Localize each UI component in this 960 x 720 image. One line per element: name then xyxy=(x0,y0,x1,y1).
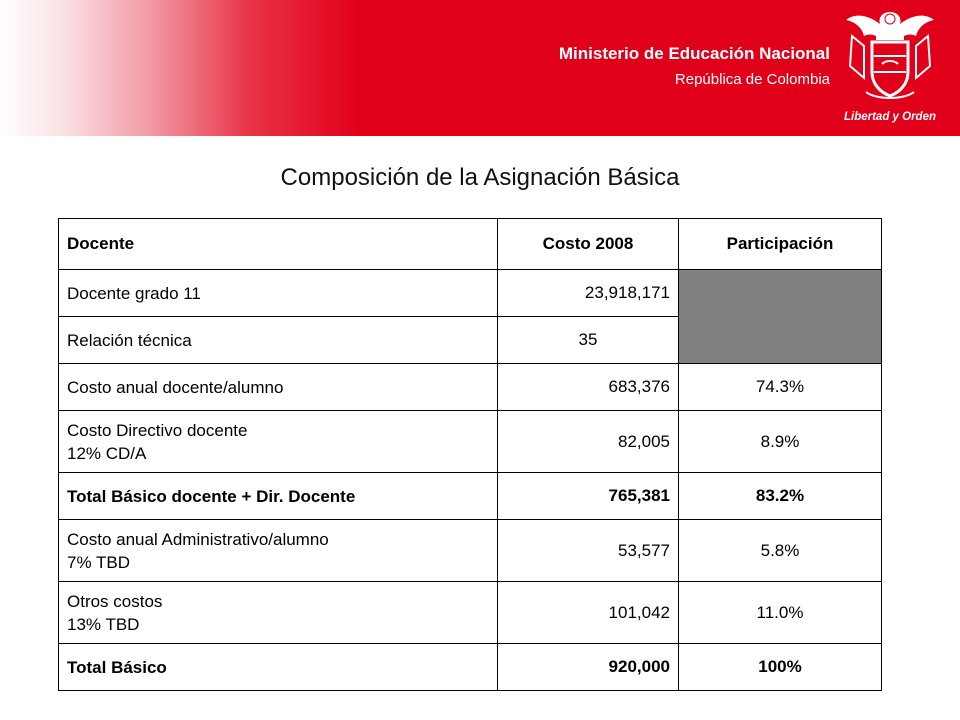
cost-composition-table xyxy=(58,218,882,691)
table-row-subtotal xyxy=(59,473,882,520)
ministry-name: Ministerio de Educación Nacional xyxy=(558,44,830,63)
table-row xyxy=(59,411,882,473)
column-header-docente: Docente xyxy=(59,219,498,270)
row-label xyxy=(59,520,498,582)
row-label xyxy=(59,411,498,473)
row-cost: 101,042 xyxy=(498,582,679,644)
table-row xyxy=(59,582,882,644)
header-banner xyxy=(0,0,960,136)
row-label-line: Otros costos xyxy=(67,591,163,611)
row-share: 11.0% xyxy=(679,582,882,644)
coat-of-arms-logo xyxy=(842,6,938,130)
row-label-line: 7% TBD xyxy=(67,552,130,572)
merged-empty-cell xyxy=(679,270,882,364)
row-share: 5.8% xyxy=(679,520,882,582)
row-label-line: 12% CD/A xyxy=(67,443,147,463)
row-label xyxy=(59,582,498,644)
column-header-costo: Costo 2008 xyxy=(498,219,679,270)
row-label: Total Básico xyxy=(59,644,498,691)
table-row-total xyxy=(59,644,882,691)
row-share: 100% xyxy=(679,644,882,691)
svg-text:Libertad y Orden: Libertad y Orden xyxy=(843,111,937,123)
row-cost: 683,376 xyxy=(498,364,679,411)
row-label-line: Costo anual Administrativo/alumno xyxy=(67,529,329,549)
row-label-line: Costo Directivo docente xyxy=(67,420,248,440)
row-cost: 35 xyxy=(498,317,679,364)
row-cost: 82,005 xyxy=(498,411,679,473)
row-share: 74.3% xyxy=(679,364,882,411)
page-title: Composición de la Asignación Básica xyxy=(280,164,680,191)
row-cost: 920,000 xyxy=(498,644,679,691)
row-label: Docente grado 11 xyxy=(59,270,498,317)
row-label: Costo anual docente/alumno xyxy=(59,364,498,411)
row-share: 8.9% xyxy=(679,411,882,473)
column-header-participacion: Participación xyxy=(679,219,882,270)
table-row xyxy=(59,364,882,411)
row-label: Total Básico docente + Dir. Docente xyxy=(59,473,498,520)
row-cost: 765,381 xyxy=(498,473,679,520)
row-label-line: 13% TBD xyxy=(67,614,140,634)
row-cost: 23,918,171 xyxy=(498,270,679,317)
table-row xyxy=(59,520,882,582)
republic-name: República de Colombia xyxy=(674,71,830,88)
table-header-row xyxy=(59,219,882,270)
table-row xyxy=(59,270,882,317)
row-cost: 53,577 xyxy=(498,520,679,582)
row-label: Relación técnica xyxy=(59,317,498,364)
row-share: 83.2% xyxy=(679,473,882,520)
